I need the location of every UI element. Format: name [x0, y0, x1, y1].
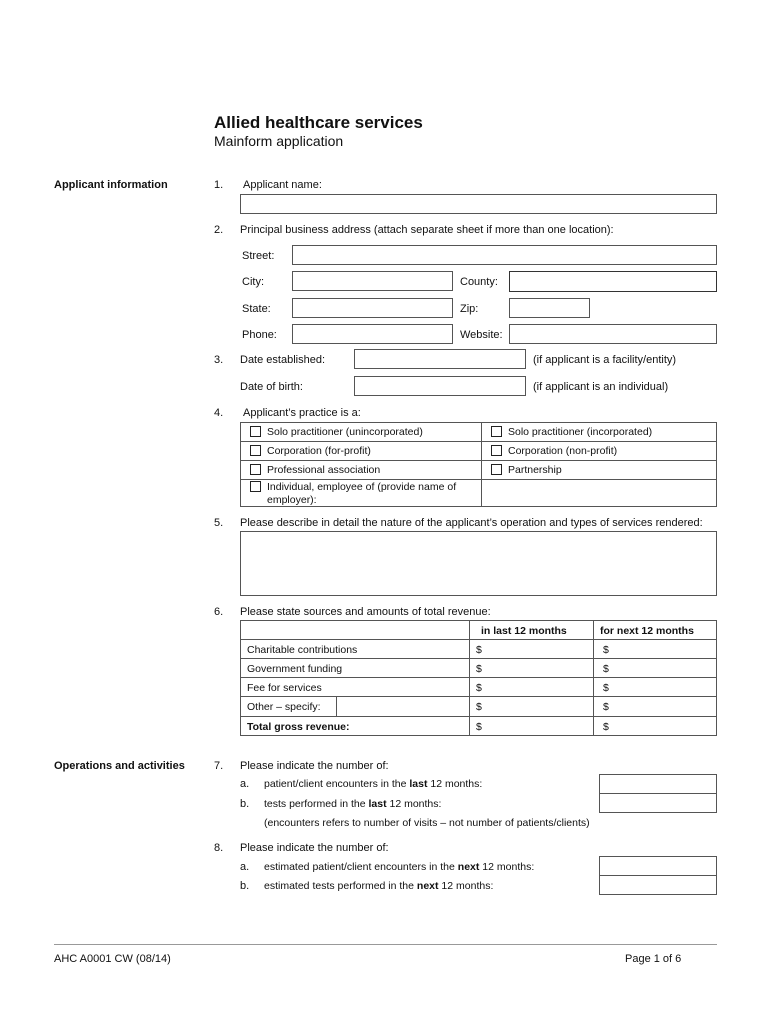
other-specify-input[interactable] — [337, 697, 469, 716]
option-label: employer): — [267, 494, 317, 506]
date-of-birth-input[interactable] — [354, 376, 526, 396]
q7b-label: tests performed in the last 12 months: — [264, 798, 442, 810]
row-label: Government funding — [247, 663, 343, 675]
grid-divider — [481, 422, 482, 507]
row-label: Charitable contributions — [247, 644, 358, 656]
q1-number: 1. — [214, 179, 224, 191]
dollar-sign: $ — [603, 721, 609, 733]
form-id: AHC A0001 CW (08/14) — [54, 953, 171, 965]
county-label: County: — [460, 276, 498, 288]
q8-number: 8. — [214, 842, 224, 854]
checkbox-corporation-for-profit[interactable] — [250, 445, 261, 456]
zip-label: Zip: — [460, 303, 479, 315]
option-label: Solo practitioner (incorporated) — [508, 426, 653, 438]
q7a-label: patient/client encounters in the last 12 months: — [264, 778, 483, 790]
q4-number: 4. — [214, 407, 224, 419]
option-label: Individual, employee of (provide name of — [267, 481, 457, 493]
page-subtitle: Mainform application — [214, 133, 344, 149]
zip-input[interactable] — [509, 298, 590, 318]
q7-number: 7. — [214, 760, 224, 772]
page-title: Allied healthcare services — [214, 113, 423, 132]
row-label-total: Total gross revenue: — [247, 721, 350, 733]
date-established-input[interactable] — [354, 349, 526, 369]
website-label: Website: — [460, 329, 503, 341]
encounters-last-12-input[interactable] — [599, 774, 717, 794]
tests-last-12-input[interactable] — [599, 793, 717, 813]
option-label: Corporation (for-profit) — [267, 445, 371, 457]
checkbox-corporation-non-profit[interactable] — [491, 445, 502, 456]
q7-label: Please indicate the number of: — [240, 760, 389, 772]
q5-number: 5. — [214, 517, 224, 529]
grid-divider — [240, 479, 717, 480]
q6-number: 6. — [214, 606, 224, 618]
q2-number: 2. — [214, 224, 224, 236]
date-of-birth-label: Date of birth: — [240, 381, 303, 393]
q3-number: 3. — [214, 354, 224, 366]
dollar-sign: $ — [476, 644, 482, 656]
row-label: Fee for services — [247, 682, 322, 694]
revenue-table — [240, 620, 717, 736]
q5-label: Please describe in detail the nature of the applicant’s operation and types of services rendered: — [240, 517, 703, 529]
grid-divider — [240, 460, 717, 461]
street-input[interactable] — [292, 245, 717, 265]
table-divider — [469, 620, 470, 736]
tests-next-12-input[interactable] — [599, 875, 717, 895]
dollar-sign: $ — [603, 682, 609, 694]
option-label: Solo practitioner (unincorporated) — [267, 426, 423, 438]
q2-label: Principal business address (attach separate sheet if more than one location): — [240, 224, 614, 236]
q7-note: (encounters refers to number of visits – not number of patients/clients) — [264, 817, 590, 829]
q6-label: Please state sources and amounts of total revenue: — [240, 606, 491, 618]
phone-input[interactable] — [292, 324, 453, 344]
footer-rule — [54, 944, 717, 945]
grid-divider — [240, 441, 717, 442]
table-divider — [240, 677, 717, 678]
col-header-last: in last 12 months — [481, 625, 567, 637]
q4-label: Applicant’s practice is a: — [243, 407, 361, 419]
section-operations-activities: Operations and activities — [54, 760, 185, 772]
county-input[interactable] — [509, 271, 717, 292]
checkbox-professional-association[interactable] — [250, 464, 261, 475]
checkbox-individual-employee[interactable] — [250, 481, 261, 492]
dollar-sign: $ — [476, 682, 482, 694]
table-divider — [240, 716, 717, 717]
q8-label: Please indicate the number of: — [240, 842, 389, 854]
state-label: State: — [242, 303, 271, 315]
table-divider — [240, 658, 717, 659]
phone-label: Phone: — [242, 329, 277, 341]
q8b-letter: b. — [240, 880, 250, 892]
revenue-input-next-0[interactable] — [606, 640, 716, 658]
dollar-sign: $ — [603, 663, 609, 675]
operation-description-textarea[interactable] — [240, 531, 717, 596]
dollar-sign: $ — [476, 721, 482, 733]
table-divider — [593, 620, 594, 736]
date-of-birth-note: (if applicant is an individual) — [533, 381, 669, 393]
date-established-note: (if applicant is a facility/entity) — [533, 354, 677, 366]
date-established-label: Date established: — [240, 354, 325, 366]
col-header-next: for next 12 months — [600, 625, 694, 637]
encounters-next-12-input[interactable] — [599, 856, 717, 876]
checkbox-partnership[interactable] — [491, 464, 502, 475]
q1-label: Applicant name: — [243, 179, 322, 191]
q8a-letter: a. — [240, 861, 250, 873]
table-divider — [240, 696, 717, 697]
q8a-label: estimated patient/client encounters in the next 12 months: — [264, 861, 535, 873]
row-label: Other – specify: — [247, 701, 321, 713]
option-label: Partnership — [508, 464, 562, 476]
dollar-sign: $ — [476, 701, 482, 713]
option-label: Corporation (non-profit) — [508, 445, 618, 457]
q7b-letter: b. — [240, 798, 250, 810]
dollar-sign: $ — [476, 663, 482, 675]
applicant-name-input[interactable] — [240, 194, 717, 214]
option-label: Professional association — [267, 464, 381, 476]
revenue-input-last-0[interactable] — [482, 640, 592, 658]
dollar-sign: $ — [603, 701, 609, 713]
street-label: Street: — [242, 250, 275, 262]
page-number: Page 1 of 6 — [625, 953, 682, 965]
website-input[interactable] — [509, 324, 717, 344]
city-input[interactable] — [292, 271, 453, 291]
state-input[interactable] — [292, 298, 453, 318]
dollar-sign: $ — [603, 644, 609, 656]
section-applicant-information: Applicant information — [54, 179, 168, 191]
checkbox-solo-unincorporated[interactable] — [250, 426, 261, 437]
q8b-label: estimated tests performed in the next 12 months: — [264, 880, 494, 892]
q7a-letter: a. — [240, 778, 250, 790]
checkbox-solo-incorporated[interactable] — [491, 426, 502, 437]
city-label: City: — [242, 276, 264, 288]
